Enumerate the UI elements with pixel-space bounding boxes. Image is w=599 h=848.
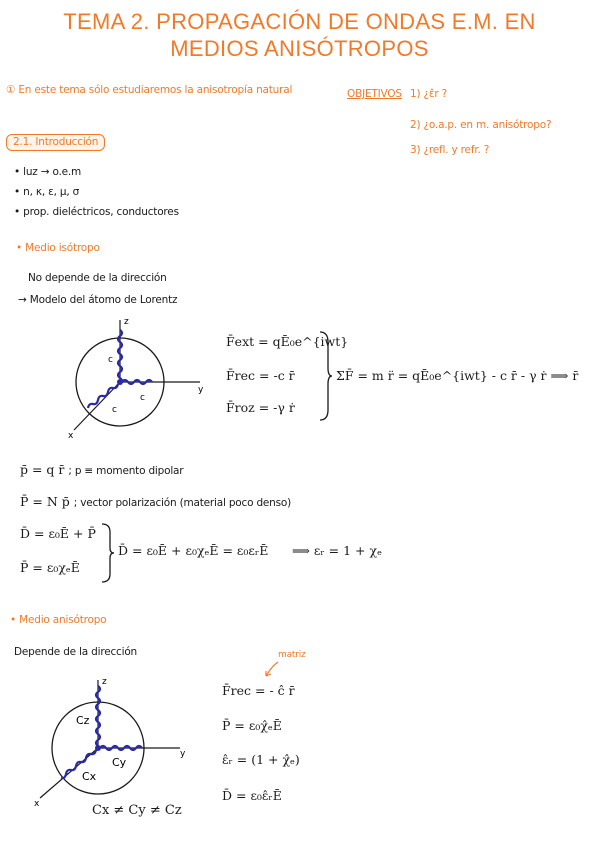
label-y-2: y [180, 749, 186, 759]
nucleus [117, 379, 123, 385]
eq-p-vector-formula: P̄ = N p̄ [20, 494, 70, 509]
objectives-label: OBJETIVOS [347, 88, 402, 100]
lorentz-atom-diagram-isotropic [60, 310, 210, 440]
eq-p-vector-note: ; vector polarización (material poco denso) [73, 497, 292, 509]
force-roz: F̄roz = -γ ṙ [226, 400, 295, 415]
spring-constant-inequality: Cx ≠ Cy ≠ Cz [92, 803, 182, 818]
isotropic-heading: • Medio isótropo [16, 242, 100, 254]
right-brace [318, 330, 332, 422]
eq-eps-result: ⟹ εᵣ = 1 + χₑ [292, 543, 382, 558]
label-z: z [124, 317, 129, 327]
isotropic-line2: → Modelo del átomo de Lorentz [18, 294, 178, 306]
label-c-2: c [140, 393, 145, 403]
eq-d-result: D̄ = ε₀Ē + ε₀χₑĒ = ε₀εᵣĒ [118, 543, 269, 558]
force-rec: F̄rec = -c r̄ [226, 368, 295, 383]
bullet-3: • prop. dieléctricos, conductores [14, 206, 179, 218]
page-title-line2: MEDIOS ANISÓTROPOS [170, 36, 429, 61]
label-cx: Cx [82, 770, 97, 783]
intro-note [6, 84, 292, 96]
label-x: x [68, 431, 74, 440]
nucleus-2 [95, 745, 101, 751]
objective-item-1: 1) ¿ε̂r ? [410, 88, 447, 100]
sum-force-equation: ΣF̄ = m r̈ = qĒ₀e^{iwt} - c r̄ - γ ṙ ⟹ r̄ [336, 368, 579, 383]
anisotropic-line1: Depende de la dirección [14, 646, 138, 658]
label-x-2: x [34, 799, 40, 809]
anisotropic-heading: • Medio anisótropo [10, 614, 107, 626]
eq-d-1: D̄ = ε₀Ē + P̄ [20, 526, 96, 541]
eq-p-dipole-formula: p̄ = q r̄ [20, 462, 65, 477]
matrix-note: matriz [278, 650, 306, 660]
label-cz: Cz [76, 714, 90, 727]
lorentz-atom-diagram-anisotropic [30, 672, 200, 822]
note-text: En este tema sólo estudiaremos la anisotropía natural [18, 84, 293, 96]
eq-aniso-d: D̄ = ε₀ε̂ᵣĒ [222, 788, 282, 803]
eq-p-vector [20, 494, 291, 509]
eq-aniso-p: P̄ = ε₀χ̂ₑĒ [222, 718, 282, 733]
eq-p-dipole [20, 462, 183, 477]
force-ext: F̄ext = qĒ₀e^{iwt} [226, 334, 349, 349]
section-heading: 2.1. Introducción [6, 134, 105, 151]
eq-aniso-frec: F̄rec = - ĉ r̄ [222, 683, 295, 698]
eq-d-2: P̄ = ε₀χₑĒ [20, 560, 80, 575]
label-z-2: z [102, 677, 107, 687]
label-c-3: c [112, 405, 117, 415]
eq-p-dipole-note: ; p ≡ momento dipolar [68, 465, 184, 477]
label-c-1: c [108, 355, 113, 365]
page-title-line1: TEMA 2. PROPAGACIÓN DE ONDAS E.M. EN [63, 9, 536, 34]
brace-d [100, 522, 114, 584]
bullet-1: • luz → o.e.m [14, 166, 82, 178]
matrix-note-arrow [260, 660, 282, 680]
eq-aniso-eps: ε̂ᵣ = (1 + χ̂ₑ) [222, 752, 300, 767]
bullet-2: • n, κ, ε, μ, σ [14, 186, 80, 198]
objective-item-3: 3) ¿refl. y refr. ? [410, 144, 490, 156]
isotropic-line1: No depende de la dirección [28, 272, 167, 284]
label-cy: Cy [112, 756, 127, 769]
label-y: y [198, 385, 204, 395]
note-number: ① [6, 84, 16, 96]
objective-item-2: 2) ¿o.a.p. en m. anisótropo? [410, 119, 552, 131]
